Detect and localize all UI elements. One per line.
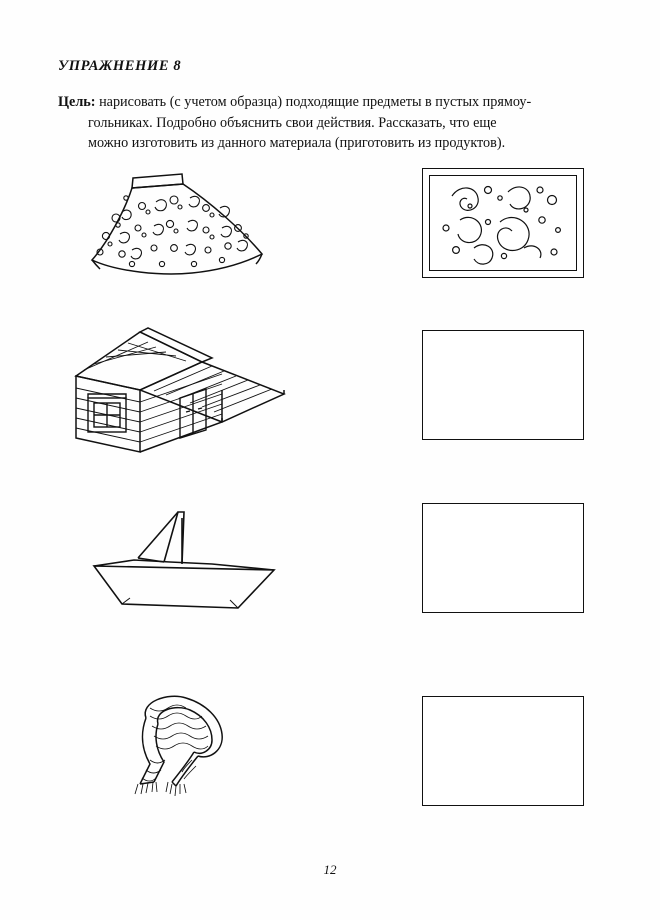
knitted-scarf-drawing — [110, 688, 270, 813]
goal-line-1: нарисовать (с учетом образца) подходящие предметы в пустых прямоу- — [95, 94, 532, 110]
empty-answer-box-boat[interactable] — [422, 503, 584, 613]
goal-instructions — [58, 92, 598, 154]
paper-boat-drawing — [78, 500, 288, 615]
page-title: УПРАЖНЕНИЕ 8 — [58, 58, 182, 74]
sample-pattern-box[interactable] — [422, 168, 584, 278]
goal-line-2: гольниках. Подробно объяснить свои действия. Рассказать, что еще — [88, 114, 497, 131]
page-number: 12 — [323, 862, 337, 877]
empty-answer-box-scarf[interactable] — [422, 696, 584, 806]
goal-label: Цель: — [58, 94, 96, 110]
goal-line-3: можно изготовить из данного материала (приготовить из продуктов). — [88, 135, 506, 152]
pattern-sample-drawing — [429, 175, 577, 271]
log-house-drawing — [62, 318, 302, 458]
empty-answer-box-house[interactable] — [422, 330, 584, 440]
skirt-patterned-drawing — [70, 168, 310, 278]
